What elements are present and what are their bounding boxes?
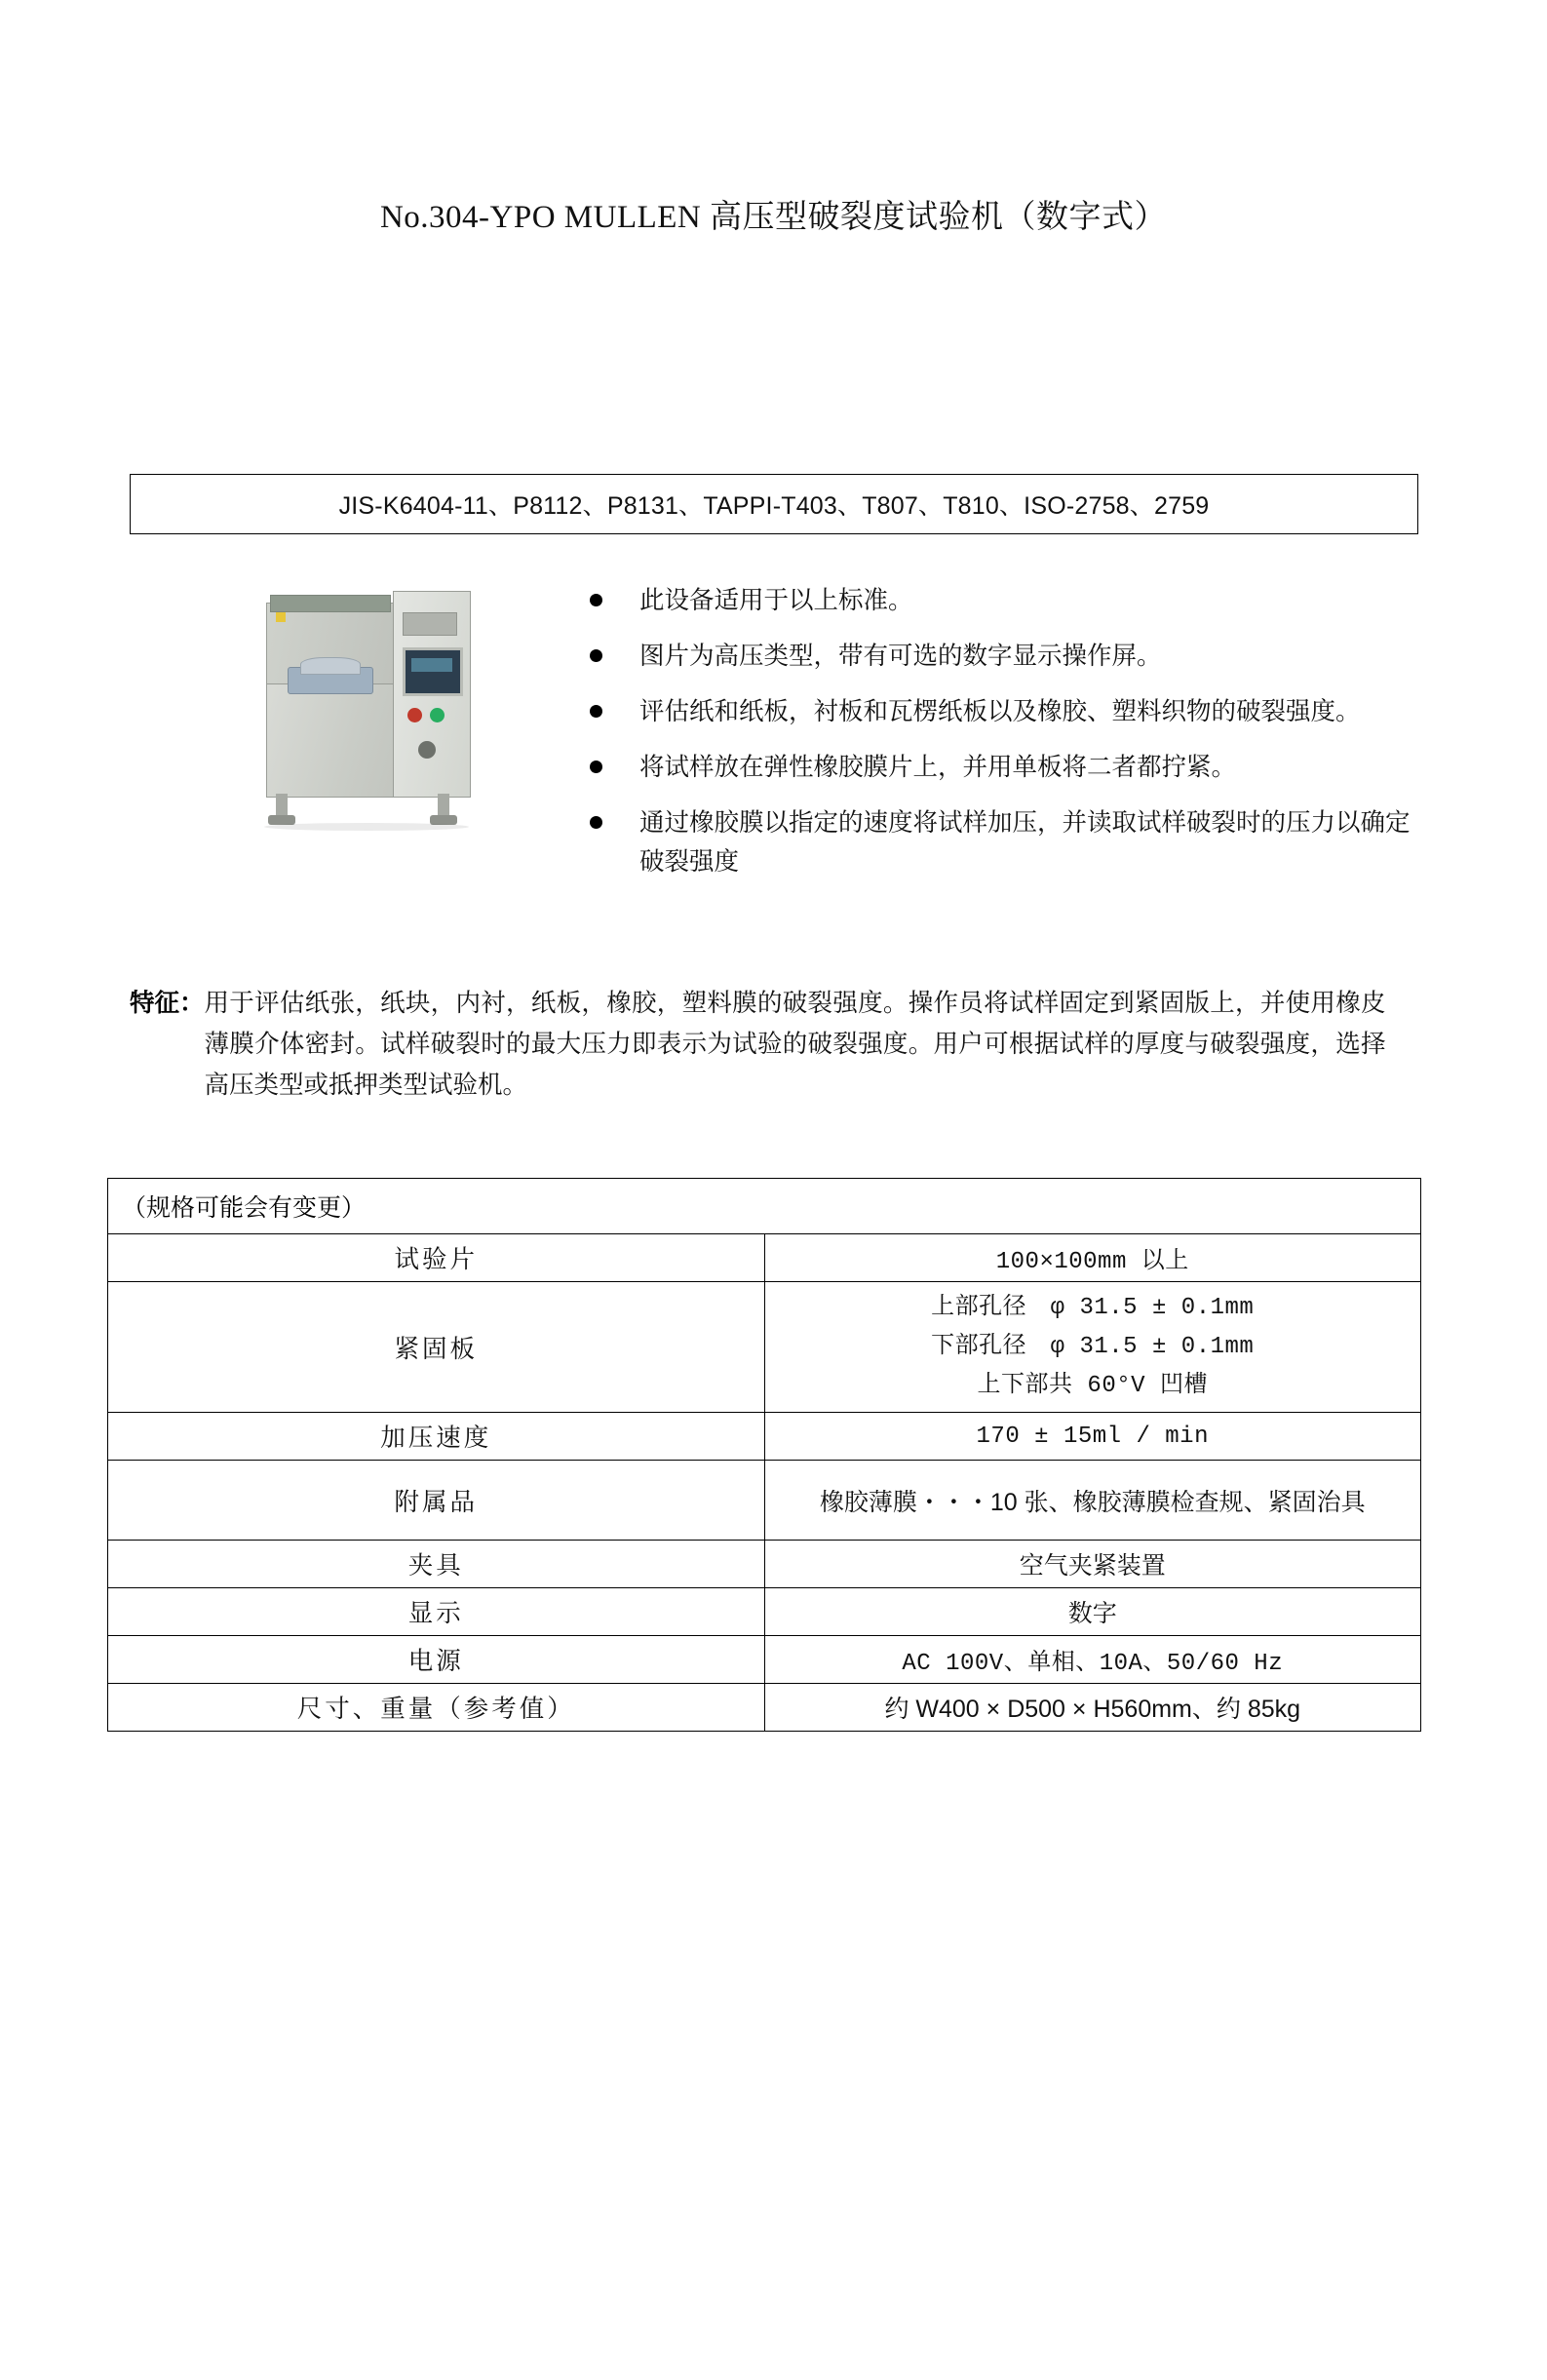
- feature-label: 特征：: [130, 990, 205, 1017]
- digital-display: [403, 647, 463, 696]
- spec-note: （规格可能会有变更）: [108, 1179, 1421, 1234]
- start-button-icon: [430, 708, 445, 722]
- spec-value: 170 ± 15ml / min: [764, 1413, 1421, 1461]
- spec-label: 加压速度: [108, 1413, 765, 1461]
- photo-shadow: [264, 823, 469, 831]
- table-row: [108, 1179, 1421, 1234]
- spec-label: 附属品: [108, 1461, 765, 1541]
- page-title: No.304-YPO MULLEN 高压型破裂度试验机（数字式）: [379, 200, 1168, 235]
- bullet-text: 通过橡胶膜以指定的速度将试样加压，并读取试样破裂时的压力以确定破裂强度: [639, 809, 1411, 876]
- table-row: [108, 1413, 1421, 1461]
- spec-value: 约 W400 × D500 × H560mm、约 85kg: [764, 1684, 1421, 1732]
- document-page: [0, 191, 1547, 2380]
- spec-value-line: 上部孔径 φ 31.5 ± 0.1mm: [931, 1294, 1255, 1321]
- list-item: [590, 803, 1418, 881]
- spec-value: AC 100V、单相、10A、50/60 Hz: [764, 1636, 1421, 1684]
- table-row: [108, 1234, 1421, 1282]
- bullet-text: 将试样放在弹性橡胶膜片上，并用单板将二者都拧紧。: [639, 754, 1237, 781]
- list-item: [590, 581, 1418, 620]
- bullet-dot-icon: [590, 705, 602, 718]
- clamp-upper: [300, 657, 361, 675]
- feature-paragraph: [130, 983, 1436, 1106]
- spec-value: [764, 1282, 1421, 1413]
- spec-label: 试验片: [108, 1234, 765, 1282]
- spec-value: 空气夹紧装置: [764, 1541, 1421, 1588]
- bullet-dot-icon: [590, 649, 602, 662]
- stop-button-icon: [407, 708, 422, 722]
- bullet-dot-icon: [590, 761, 602, 773]
- standards-box: [130, 474, 1418, 534]
- bullet-text: 图片为高压类型，带有可选的数字显示操作屏。: [639, 643, 1162, 670]
- table-row: [108, 1541, 1421, 1588]
- display-readout: [411, 658, 452, 672]
- spec-value-line: 上下部共 60°V 凹槽: [977, 1372, 1208, 1399]
- table-row: [108, 1588, 1421, 1636]
- knob-icon: [418, 741, 436, 759]
- table-row: [108, 1282, 1421, 1413]
- bullet-dot-icon: [590, 594, 602, 606]
- table-row: [108, 1636, 1421, 1684]
- spec-label: 紧固板: [108, 1282, 765, 1413]
- bullet-text: 评估纸和纸板，衬板和瓦楞纸板以及橡胶、塑料织物的破裂强度。: [639, 698, 1361, 725]
- spec-value-line: 下部孔径 φ 31.5 ± 0.1mm: [931, 1333, 1255, 1360]
- standards-text: JIS-K6404-11、P8112、P8131、TAPPI-T403、T807、T810、ISO-2758、2759: [338, 492, 1210, 520]
- feature-text: 用于评估纸张，纸块，内衬，纸板，橡胶，塑料膜的破裂强度。操作员将试样固定到紧固版上，并使用橡皮薄膜介体密封。试样破裂时的最大压力即表示为试验的破裂强度。用户可根据试样的厚度与破裂强度，选择高压类型或抵押类型试验机。: [204, 990, 1386, 1099]
- spec-label: 显示: [108, 1588, 765, 1636]
- spec-value: 数字: [764, 1588, 1421, 1636]
- bullet-text: 此设备适用于以上标准。: [639, 587, 913, 614]
- top-section: [130, 573, 1418, 898]
- list-item: [590, 748, 1418, 787]
- spec-label: 电源: [108, 1636, 765, 1684]
- machine-lid: [270, 595, 391, 612]
- bullet-list: [590, 573, 1418, 898]
- spec-label: 夹具: [108, 1541, 765, 1588]
- panel-slot: [403, 612, 457, 636]
- warning-label: [276, 612, 286, 622]
- spec-value: 100×100mm 以上: [764, 1234, 1421, 1282]
- machine-photo: [247, 573, 529, 837]
- table-row: [108, 1461, 1421, 1541]
- list-item: [590, 692, 1418, 731]
- specification-table: [107, 1178, 1421, 1732]
- list-item: [590, 637, 1418, 676]
- spec-label: 尺寸、重量（参考值）: [108, 1684, 765, 1732]
- table-row: [108, 1684, 1421, 1732]
- spec-value: 橡胶薄膜・・・10 张、橡胶薄膜检查规、紧固治具: [764, 1461, 1421, 1541]
- bullet-dot-icon: [590, 816, 602, 829]
